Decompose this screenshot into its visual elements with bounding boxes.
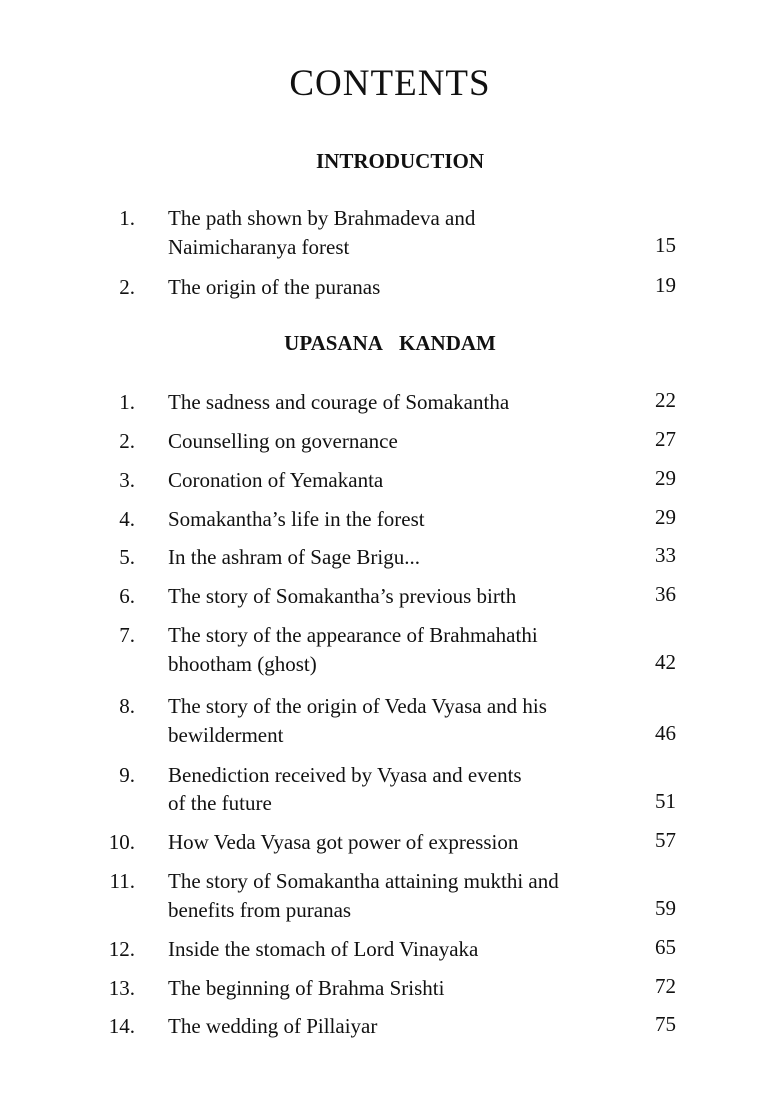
entry-page-number: 59 bbox=[655, 896, 676, 920]
entry-number: 1. bbox=[119, 206, 135, 230]
entry-title-line: Benediction received by Vyasa and events bbox=[168, 763, 522, 787]
entry-number: 7. bbox=[119, 623, 135, 647]
entry-page-number: 75 bbox=[655, 1012, 676, 1036]
entry-title-line: The wedding of Pillaiyar bbox=[168, 1014, 378, 1038]
entry-title-line: bewilderment bbox=[168, 723, 284, 747]
entry-title-line: The path shown by Brahmadeva and bbox=[168, 206, 476, 230]
entry-number: 9. bbox=[119, 763, 135, 787]
entry-number: 2. bbox=[119, 429, 135, 453]
entry-title-line: The sadness and courage of Somakantha bbox=[168, 390, 510, 414]
entry-title-line: of the future bbox=[168, 791, 272, 815]
entry-number: 10. bbox=[108, 830, 135, 854]
entry-title-line: Coronation of Yemakanta bbox=[168, 468, 384, 492]
entry-title-line: The story of Somakantha attaining mukthi and bbox=[168, 869, 559, 893]
entry-page-number: 42 bbox=[655, 650, 676, 674]
entry-title-line: Counselling on governance bbox=[168, 429, 398, 453]
entry-title-line: benefits from puranas bbox=[168, 898, 352, 922]
entry-title-line: How Veda Vyasa got power of expression bbox=[168, 830, 519, 854]
entry-number: 13. bbox=[108, 976, 135, 1000]
entry-number: 14. bbox=[108, 1014, 135, 1038]
entry-page-number: 65 bbox=[655, 935, 676, 959]
entry-title-line: Naimicharanya forest bbox=[168, 235, 350, 259]
entry-page-number: 27 bbox=[655, 427, 676, 451]
entry-number: 11. bbox=[109, 869, 135, 893]
entry-title-line: The origin of the puranas bbox=[168, 275, 381, 299]
entry-title-line: The story of the appearance of Brahmahathi bbox=[168, 623, 538, 647]
entry-number: 5. bbox=[119, 545, 135, 569]
entry-title-line: bhootham (ghost) bbox=[168, 652, 317, 676]
entry-page-number: 22 bbox=[655, 388, 676, 412]
entry-number: 3. bbox=[119, 468, 135, 492]
entry-number: 12. bbox=[108, 937, 135, 961]
entry-page-number: 51 bbox=[655, 789, 676, 813]
entry-page-number: 33 bbox=[655, 543, 676, 567]
entry-number: 6. bbox=[119, 584, 135, 608]
entry-page-number: 19 bbox=[655, 273, 676, 297]
entry-page-number: 29 bbox=[655, 466, 676, 490]
entry-page-number: 72 bbox=[655, 974, 676, 998]
entry-number: 4. bbox=[119, 507, 135, 531]
section-heading-introduction: INTRODUCTION bbox=[315, 149, 485, 173]
entry-title-line: The story of the origin of Veda Vyasa and his bbox=[168, 694, 547, 718]
entry-title-line: Somakantha’s life in the forest bbox=[168, 507, 425, 531]
entry-page-number: 57 bbox=[655, 828, 676, 852]
entry-page-number: 15 bbox=[655, 233, 676, 257]
entry-page-number: 29 bbox=[655, 505, 676, 529]
entry-page-number: 36 bbox=[655, 582, 676, 606]
entry-title-line: In the ashram of Sage Brigu... bbox=[168, 545, 420, 569]
entry-number: 2. bbox=[119, 275, 135, 299]
page-title: CONTENTS bbox=[289, 63, 491, 104]
entry-number: 1. bbox=[119, 390, 135, 414]
entry-title-line: The beginning of Brahma Srishti bbox=[168, 976, 445, 1000]
entry-title-line: The story of Somakantha’s previous birth bbox=[168, 584, 517, 608]
entry-title-line: Inside the stomach of Lord Vinayaka bbox=[168, 937, 479, 961]
entry-page-number: 46 bbox=[655, 721, 676, 745]
entry-number: 8. bbox=[119, 694, 135, 718]
section-heading-upasana-kandam: UPASANA KANDAM bbox=[284, 331, 496, 355]
